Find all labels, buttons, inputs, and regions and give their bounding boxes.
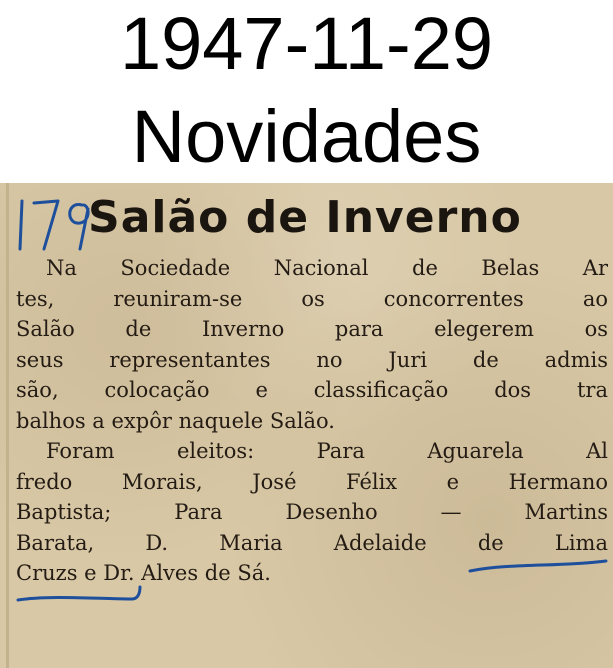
publication-name: Novidades [131,95,482,178]
text-line: são, colocação e classificação dos tra [16,378,608,402]
text-line: Baptista; Para Desenho — Martins [16,500,608,524]
text-line: tes, reuniram-se os concorrentes ao [16,286,608,311]
article-body [16,253,608,589]
article-title: Salão de Inverno [88,192,522,243]
text-line: Salão de Inverno para elegerem os [16,317,608,341]
date-label: 1947-11-29 [119,2,494,85]
text-line: balhos a expôr naquele Salão. [16,408,335,433]
newspaper-clipping [0,183,613,668]
document-header [0,0,613,183]
text-line: Barata, D. Maria Adelaide de Lima [16,530,608,555]
text-line: fredo Morais, José Félix e Hermano [16,469,608,494]
text-line: Foram eleitos: Para Aguarela Al [46,439,608,463]
text-line: Na Sociedade Nacional de Belas Ar [46,256,608,280]
text-line: Cruzs e Dr. Alves de Sá. [16,561,271,585]
text-line: seus representantes no Juri de admis [16,347,608,372]
clipping-edge [6,183,9,668]
